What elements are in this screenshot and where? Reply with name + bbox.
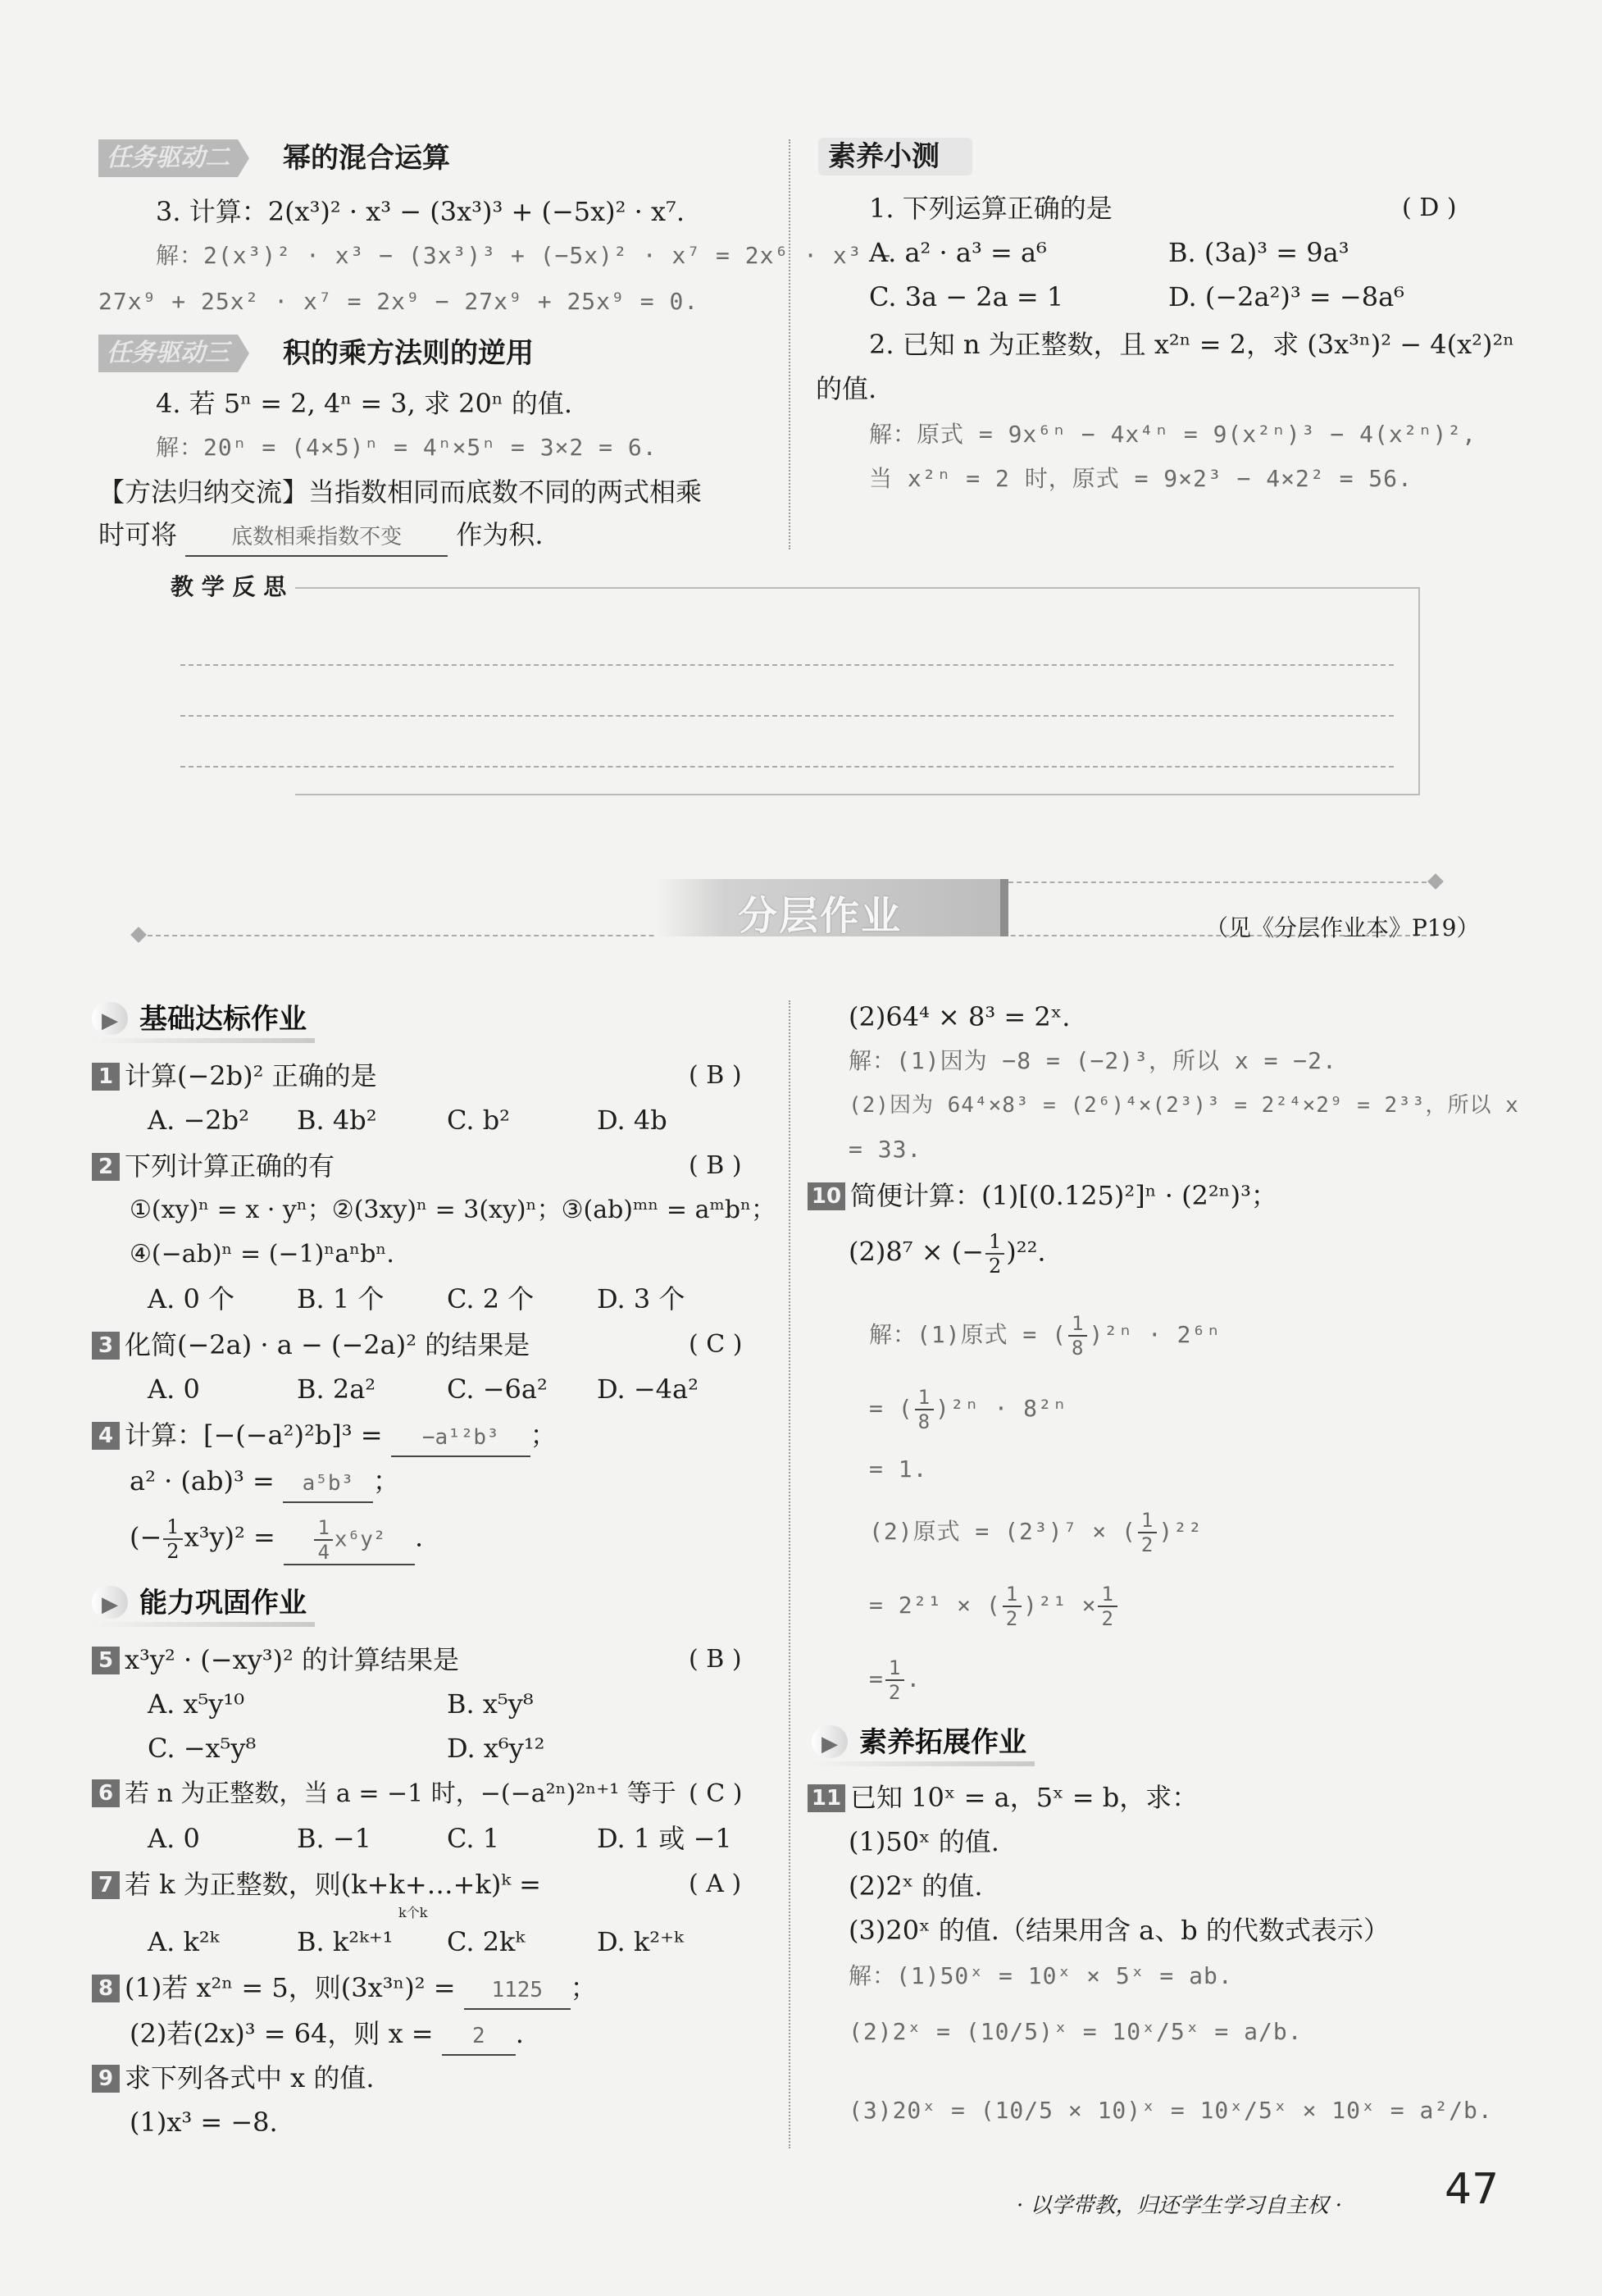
section-basic-title: 基础达标作业	[139, 1003, 307, 1036]
banner-rule-dot-left	[130, 927, 147, 943]
hw-q5-c: C. −x⁵y⁸	[148, 1733, 257, 1764]
hw-q10-solution-4	[869, 1509, 1203, 1556]
hw-q11-part-1: (1)50ˣ 的值.	[849, 1826, 999, 1857]
hw-q11-part-3: (3)20ˣ 的值.（结果用含 a、b 的代数式表示）	[849, 1915, 1390, 1946]
hw-q2	[92, 1148, 335, 1184]
section-basic	[92, 999, 307, 1040]
q4-solution: 解：20ⁿ = (4×5)ⁿ = 4ⁿ×5ⁿ = 3×2 = 6.	[156, 434, 658, 461]
hw-q2-b: B. 1 个	[297, 1283, 385, 1314]
quiz-q2-solution-1: 解：原式 = 9x⁶ⁿ − 4x⁴ⁿ = 9(x²ⁿ)³ − 4(x²ⁿ)²,	[869, 421, 1477, 448]
quiz-q2-solution-2: 当 x²ⁿ = 2 时，原式 = 9×2³ − 4×2² = 56.	[869, 465, 1413, 492]
method-blank: 底数相乘指数不变	[185, 519, 448, 557]
banner-title: 分层作业	[738, 893, 903, 939]
hw-q5-a: A. x⁵y¹⁰	[148, 1688, 245, 1720]
hw-q5	[92, 1642, 459, 1678]
hw-q5-text: x³y² · (−xy³)² 的计算结果是	[125, 1644, 460, 1675]
hw-q9-part-1: (1)x³ = −8.	[130, 2107, 278, 2138]
hw-q8-text-1: (1)若 x²ⁿ = 5，则(3x³ⁿ)² =	[125, 1972, 456, 2003]
section-extension	[812, 1722, 1026, 1763]
reflection-box	[295, 587, 1420, 795]
hw-q4-text-3: x³y)² =	[184, 1521, 275, 1553]
hw-q3-text: 化简(−2a) · a − (−2a)² 的结果是	[125, 1329, 530, 1360]
hw-q4-text-1: 计算：[−(−a²)²b]³ =	[125, 1419, 383, 1451]
problem-number: 4	[92, 1422, 120, 1450]
hw-q2-answer: ( B )	[689, 1151, 742, 1180]
hw-q10-s2a: = (	[869, 1395, 913, 1422]
hw-q8-blank-1: 1125	[464, 1972, 571, 2010]
task2-title: 幂的混合运算	[283, 142, 450, 175]
hw-q1-b: B. 4b²	[297, 1105, 377, 1136]
hw-q3-b: B. 2a²	[297, 1374, 376, 1405]
section-ability	[92, 1583, 307, 1624]
hw-q2-line-2: ④(−ab)ⁿ = (−1)ⁿaⁿbⁿ.	[130, 1240, 394, 1269]
hw-q11	[808, 1779, 1198, 1815]
hw-q3-answer: ( C )	[689, 1330, 743, 1359]
column-divider-top	[789, 139, 790, 549]
hw-q10-solution-6: = $\frac{1}{2}$ .	[869, 1656, 922, 1704]
hw-q10-s5-fraction-a	[1003, 1583, 1022, 1630]
reflection-line-3	[180, 766, 1394, 768]
hw-q7-answer: ( A )	[689, 1870, 742, 1898]
hw-q4-blank3-fraction	[314, 1516, 332, 1564]
fraction-numerator: 1	[1138, 1509, 1157, 1533]
quiz-q1-d: D. (−2a²)³ = −8a⁶	[1168, 281, 1404, 312]
hw-q4-line-2: a² · (ab)³ = a⁵b³ ；	[130, 1463, 399, 1503]
hw-q10-s2b: )²ⁿ · 8²ⁿ	[935, 1395, 1067, 1422]
hw-q2-a: A. 0 个	[148, 1283, 234, 1314]
hw-q11-solution-3: (3)20ˣ = (10/5 × 10)ˣ = 10ˣ/5ˣ × 10ˣ = a²/b.	[849, 2097, 1493, 2124]
fraction-numerator: 1	[1098, 1583, 1117, 1607]
hw-q10-line-2	[849, 1230, 1046, 1278]
section-underline	[92, 1622, 315, 1627]
hw-q6-c: C. 1	[447, 1823, 500, 1854]
quiz-q1: 1. 下列运算正确的是	[869, 193, 1113, 224]
hw-q10-text-1: 简便计算：(1)[(0.125)²]ⁿ · (2²ⁿ)³；	[850, 1180, 1277, 1211]
hw-q5-d: D. x⁶y¹²	[447, 1733, 545, 1764]
hw-q9-solution-3: = 33.	[849, 1136, 922, 1163]
hw-q10-s2-fraction	[915, 1386, 934, 1433]
hw-q6	[92, 1776, 676, 1812]
page-number: 47	[1445, 2165, 1500, 2214]
method-line-2	[98, 517, 544, 557]
hw-q1-answer: ( B )	[689, 1061, 742, 1090]
problem-number: 8	[92, 1975, 120, 2002]
hw-q4-line-3: (− $\frac{1}{2}$ x³y)² = $\frac{1}{4}$ x⁶y² .	[130, 1515, 424, 1564]
hw-q1-c: C. b²	[447, 1105, 510, 1136]
hw-q10-s5-fraction-b	[1098, 1583, 1117, 1630]
section-ability-title: 能力巩固作业	[139, 1587, 307, 1620]
hw-q10-text-2: (2)8⁷ × (−	[849, 1236, 984, 1268]
fraction-denominator: 2	[888, 1681, 902, 1704]
hw-q10-s6-fraction	[885, 1656, 904, 1704]
fraction-denominator: 2	[988, 1255, 1002, 1278]
hw-q10-s4a: (2)原式 = (2³)⁷ × (	[869, 1518, 1136, 1545]
fraction-numerator: 1	[915, 1386, 934, 1410]
problem-number: 6	[92, 1779, 120, 1807]
arrow-icon	[812, 1725, 848, 1758]
hw-q6-a: A. 0	[148, 1823, 200, 1854]
hw-q10-s6a: =	[869, 1665, 884, 1692]
hw-q7-b: B. k²ᵏ⁺¹	[297, 1926, 394, 1957]
hw-q4-blank-2: a⁵b³	[283, 1465, 373, 1503]
hw-q9-part-2: (2)64⁴ × 8³ = 2ˣ.	[849, 1001, 1071, 1032]
fraction-denominator: 4	[317, 1541, 330, 1564]
hw-q10-text-2b: )²².	[1006, 1236, 1046, 1268]
hw-q10-s4b: )²²	[1158, 1518, 1203, 1545]
problem-number: 9	[92, 2065, 120, 2093]
hw-q4-blank3-text: x⁶y²	[334, 1527, 386, 1552]
problem-number: 1	[92, 1063, 120, 1091]
hw-q3-a: A. 0	[148, 1374, 200, 1405]
hw-q10-s1-fraction	[1068, 1312, 1087, 1360]
hw-q8-blank-2: 2	[442, 2018, 516, 2056]
fraction-denominator: 2	[166, 1540, 180, 1563]
hw-q11-solution-2: (2)2ˣ = (10/5)ˣ = 10ˣ/5ˣ = a/b.	[849, 2018, 1303, 2045]
hw-q10-fraction	[985, 1230, 1004, 1278]
arrow-icon	[92, 1586, 128, 1619]
hw-q9	[92, 2060, 375, 2096]
hw-q7-text: 若 k 为正整数，则(k+k+…+k)ᵏ =	[125, 1869, 541, 1900]
hw-q10-s1b: )²ⁿ · 2⁶ⁿ	[1089, 1321, 1222, 1348]
fraction-numerator: 1	[1068, 1312, 1087, 1337]
quiz-q2-line-1: 2. 已知 n 为正整数，且 x²ⁿ = 2，求 (3x³ⁿ)² − 4(x²)²ⁿ	[869, 329, 1515, 360]
problem-number: 2	[92, 1153, 120, 1181]
hw-q6-d: D. 1 或 −1	[597, 1823, 732, 1854]
hw-q10-solution-2	[869, 1386, 1067, 1433]
q4-text: 4. 若 5ⁿ = 2, 4ⁿ = 3, 求 20ⁿ 的值.	[156, 388, 573, 419]
quiz-q1-b: B. (3a)³ = 9a³	[1168, 237, 1349, 268]
hw-q10-solution-3: = 1.	[869, 1456, 928, 1483]
section-underline	[812, 1761, 1035, 1766]
quiz-q2-line-2: 的值.	[816, 373, 877, 404]
hw-q9-solution-2: (2)因为 64⁴×8³ = (2⁶)⁴×(2³)³ = 2²⁴×2⁹ = 2³³，所以 x	[849, 1093, 1519, 1118]
hw-q1-text: 计算(−2b)² 正确的是	[125, 1060, 377, 1091]
fraction-denominator: 2	[1140, 1533, 1154, 1556]
hw-q1-a: A. −2b²	[148, 1105, 249, 1136]
problem-number: 11	[808, 1784, 845, 1812]
arrow-icon	[92, 1002, 128, 1035]
problem-number: 10	[808, 1182, 845, 1210]
q3-text: 3. 计算：2(x³)² · x³ − (3x³)³ + (−5x)² · x⁷.	[156, 196, 685, 227]
task2-tag: 任务驱动二	[98, 139, 238, 177]
hw-q3-c: C. −6a²	[447, 1374, 548, 1405]
column-divider-bottom	[789, 1000, 790, 2148]
reflection-line-1	[180, 664, 1394, 666]
hw-q7-c: C. 2kᵏ	[447, 1926, 526, 1957]
hw-q6-answer: ( C )	[689, 1779, 743, 1808]
hw-q10-s5a: = 2²¹ × (	[869, 1592, 1001, 1619]
section-extension-title: 素养拓展作业	[859, 1726, 1026, 1759]
hw-q7	[92, 1866, 541, 1902]
reflection-line-2	[180, 715, 1394, 717]
method-text-a: 时可将	[98, 519, 178, 550]
hw-q11-part-2: (2)2ˣ 的值.	[849, 1870, 983, 1902]
hw-q6-b: B. −1	[297, 1823, 372, 1854]
method-line-1: 【方法归纳交流】当指数相同而底数不同的两式相乘	[98, 476, 703, 508]
hw-q7-a: A. k²ᵏ	[148, 1926, 220, 1957]
fraction-denominator: 2	[1005, 1607, 1019, 1630]
quiz-q1-a: A. a² · a³ = a⁶	[869, 237, 1047, 268]
hw-q10-line-1	[808, 1178, 1277, 1214]
hw-q5-b: B. x⁵y⁸	[447, 1688, 534, 1720]
hw-q10-solution-5	[869, 1583, 1119, 1630]
hw-q11-solution-1: 解：(1)50ˣ = 10ˣ × 5ˣ = ab.	[849, 1962, 1233, 1989]
homework-reference: （见《分层作业本》P19）	[1205, 914, 1480, 941]
problem-number: 5	[92, 1647, 120, 1674]
hw-q9-solution-1: 解：(1)因为 −8 = (−2)³，所以 x = −2.	[849, 1047, 1337, 1074]
hw-q4-paren: (−	[130, 1521, 162, 1553]
fraction-numerator: 1	[314, 1516, 332, 1541]
hw-q8-line-2: (2)若(2x)³ = 64，则 x = 2 .	[130, 2016, 524, 2056]
problem-number: 7	[92, 1871, 120, 1899]
hw-q4-line-1: 4 计算：[−(−a²)²b]³ = −a¹²b³ ；	[92, 1417, 557, 1457]
hw-q10-s1a: 解：(1)原式 = (	[869, 1321, 1067, 1348]
hw-q1	[92, 1058, 377, 1094]
hw-q11-text: 已知 10ˣ = a，5ˣ = b，求：	[850, 1782, 1199, 1813]
hw-q10-s5b: )²¹ ×	[1023, 1592, 1097, 1619]
fraction-numerator: 1	[985, 1230, 1004, 1255]
hw-q4-fraction	[163, 1515, 182, 1563]
hw-q9-text: 求下列各式中 x 的值.	[125, 2062, 375, 2093]
task3-title: 积的乘方法则的逆用	[283, 337, 534, 370]
hw-q7-d: D. k²⁺ᵏ	[597, 1926, 684, 1957]
hw-q10-solution-1	[869, 1312, 1221, 1360]
hw-q8-line-1: 8 (1)若 x²ⁿ = 5，则(3x³ⁿ)² = 1125 ；	[92, 1970, 597, 2010]
hw-q4-text-2: a² · (ab)³ =	[130, 1465, 275, 1496]
fraction-numerator: 1	[1003, 1583, 1022, 1607]
hw-q3	[92, 1327, 530, 1363]
fraction-denominator: 2	[1101, 1607, 1114, 1630]
problem-number: 3	[92, 1332, 120, 1360]
quiz-title: 素养小测	[828, 140, 940, 173]
hw-q7-underbrace: k个k	[398, 1905, 428, 1920]
fraction-denominator: 8	[917, 1410, 931, 1433]
method-text-b: 作为积.	[456, 519, 544, 550]
hw-q2-d: D. 3 个	[597, 1283, 685, 1314]
fraction-numerator: 1	[885, 1656, 904, 1681]
reflection-label: 教 学 反 思	[171, 573, 287, 600]
hw-q6-text: 若 n 为正整数，当 a = −1 时，−(−a²ⁿ)²ⁿ⁺¹ 等于	[125, 1779, 676, 1808]
hw-q3-d: D. −4a²	[597, 1374, 699, 1405]
hw-q4-blank-3	[284, 1516, 415, 1565]
q3-solution-2: 27x⁹ + 25x² · x⁷ = 2x⁹ − 27x⁹ + 25x⁹ = 0.	[98, 288, 699, 315]
fraction-numerator: 1	[163, 1515, 182, 1540]
banner-top-rule	[1000, 882, 1435, 883]
q3-solution-1: 解：2(x³)² · x³ − (3x³)³ + (−5x)² · x⁷ = 2x⁶ · x³ −	[156, 242, 892, 269]
hw-q5-answer: ( B )	[689, 1645, 742, 1674]
hw-q4-blank-1: −a¹²b³	[391, 1419, 530, 1457]
quiz-q1-answer: ( D )	[1402, 194, 1457, 222]
hw-q2-line-1: ①(xy)ⁿ = x · yⁿ；②(3xy)ⁿ = 3(xy)ⁿ；③(ab)ᵐⁿ = aᵐbⁿ；	[130, 1196, 776, 1224]
quiz-q1-c: C. 3a − 2a = 1	[869, 281, 1064, 312]
hw-q10-s4-fraction	[1138, 1509, 1157, 1556]
fraction-denominator: 8	[1072, 1337, 1085, 1360]
hw-q1-d: D. 4b	[597, 1105, 667, 1136]
hw-q8-text-2: (2)若(2x)³ = 64，则 x =	[130, 2018, 434, 2049]
hw-q2-c: C. 2 个	[447, 1283, 535, 1314]
footer-motto: · 以学带教，归还学生学习自主权 ·	[1017, 2194, 1343, 2218]
hw-q2-text: 下列计算正确的有	[125, 1150, 335, 1182]
section-underline	[92, 1038, 315, 1043]
task3-tag: 任务驱动三	[98, 335, 238, 372]
